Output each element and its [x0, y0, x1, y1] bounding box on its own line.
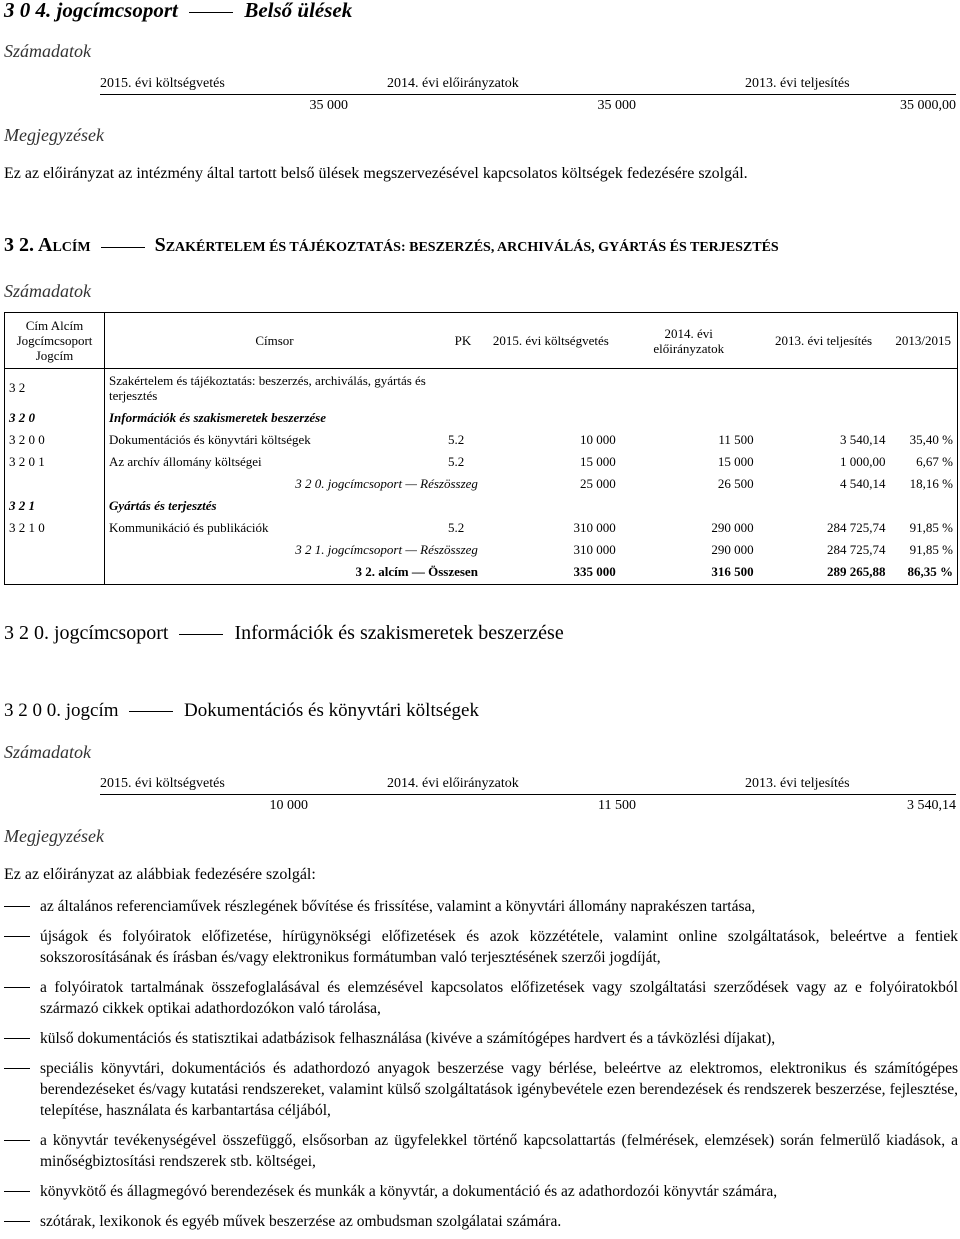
col-header-code-line: Jogcím	[35, 348, 74, 363]
row-ratio: 18,16 %	[909, 475, 953, 491]
col-header-2015: 2015. évi költségvetés	[482, 313, 620, 369]
row-2013: 284 725,74	[826, 541, 886, 557]
row-pk: 5.2	[447, 519, 465, 535]
row-2013: 289 265,88	[826, 564, 886, 580]
row-code: 3 2 0	[5, 407, 105, 429]
list-item-text: speciális könyvtári, dokumentációs és adathordozó anyagok beszerzése vagy bérlése, beleértve az elektromos, elektronikus és számítógépes berendezéseket és/vagy kutatási rendszereket, valamint külső szolgáltatások igénybevétele ezen berendezések és rendszerek beszerzése, fejlesztése, telepítése, használata és karbantartása céljából,	[40, 1060, 958, 1119]
row-pk: 5.2	[447, 453, 465, 469]
note-text: Ez az előirányzat az intézmény által tartott belső ülések megszervezésével kapcsolatos költségek fedezésére szolgál.	[4, 165, 748, 182]
row-title: Kommunikáció és publikációk	[108, 519, 269, 535]
table-row	[5, 429, 958, 451]
value-2015: 10 000	[269, 798, 308, 813]
szamadatok-label: Számadatok	[4, 41, 91, 61]
section-heading-304	[4, 0, 352, 23]
heading-kind: jogcímcsoport	[54, 622, 169, 644]
row-pk	[444, 495, 482, 517]
em-dash	[189, 12, 233, 13]
szamadatok-label: Számadatok	[4, 742, 91, 762]
em-dash	[179, 634, 223, 635]
em-dash	[101, 247, 145, 248]
row-pk	[444, 407, 482, 429]
intro-text: Ez az előirányzat az alábbiak fedezésére szolgál:	[4, 866, 316, 883]
row-ratio	[889, 495, 957, 517]
row-ratio: 91,85 %	[909, 541, 953, 557]
row-pk	[444, 369, 482, 407]
row-2013	[758, 369, 890, 407]
value-2014: 11 500	[598, 798, 636, 813]
row-title: Az archív állomány költségei	[108, 453, 262, 469]
section-heading-320	[4, 622, 564, 645]
row-title: 3 2. alcím — Összesen	[355, 564, 478, 580]
em-dash	[129, 711, 173, 712]
value-2013: 35 000,00	[900, 98, 956, 113]
szamadatok-label: Számadatok	[4, 281, 91, 301]
dash-bullet	[4, 1191, 30, 1192]
row-code	[5, 539, 105, 561]
row-2013	[758, 407, 890, 429]
row-2015	[482, 369, 620, 407]
list-item-text: szótárak, lexikonok és egyéb művek beszerzése az ombudsman szolgálatai számára.	[40, 1213, 562, 1230]
header-2013: 2013. évi teljesítés	[745, 76, 850, 91]
row-2015: 25 000	[580, 475, 616, 491]
row-code: 3 2 1 0	[5, 517, 105, 539]
dash-bullet	[4, 1068, 30, 1069]
megjegyzesek-label: Megjegyzések	[4, 826, 104, 846]
row-title: Információk és szakismeretek beszerzése	[108, 409, 326, 425]
budget-figures-3200	[4, 776, 958, 816]
row-2013: 284 725,74	[826, 519, 886, 535]
table-row	[5, 495, 958, 517]
col-header-ratio: 2013/2015	[889, 313, 957, 369]
row-2015: 310 000	[573, 519, 616, 535]
list-item	[4, 896, 958, 917]
table-subtotal-row	[5, 539, 958, 561]
section-heading-32	[4, 234, 779, 257]
list-item	[4, 926, 958, 968]
list-item-text: újságok és folyóiratok előfizetése, hírügynökségi előfizetések és azok közzététele, valamint online szolgáltatások, beleértve a fentiek sokszorosításának és írásban és/vagy elektronikus formátumban való terjesztésének szerzői jogdíját,	[40, 928, 958, 966]
row-2014: 290 000	[711, 519, 754, 535]
table-row	[5, 407, 958, 429]
col-header-code-line: Cím Alcím	[25, 318, 84, 333]
table-subtotal-row	[5, 473, 958, 495]
row-2014	[620, 495, 758, 517]
header-2013: 2013. évi teljesítés	[745, 776, 850, 791]
dash-bullet	[4, 1140, 30, 1141]
row-2013	[758, 495, 890, 517]
row-pk: 5.2	[447, 431, 465, 447]
header-2015: 2015. évi költségvetés	[100, 76, 225, 91]
col-header-pk: PK	[444, 313, 482, 369]
heading-title: Dokumentációs és könyvtári költségek	[184, 700, 479, 721]
budget-table	[4, 312, 958, 585]
row-ratio: 86,35 %	[907, 564, 953, 580]
row-2014: 316 500	[711, 564, 754, 580]
col-header-2014-line: előirányzatok	[653, 340, 725, 356]
expense-list	[4, 896, 958, 1232]
divider-line	[100, 794, 956, 795]
row-2015: 310 000	[573, 541, 616, 557]
dash-bullet	[4, 936, 30, 937]
row-code	[5, 561, 105, 585]
row-title: Gyártás és terjesztés	[108, 497, 217, 513]
heading-kind: jogcím	[65, 700, 119, 721]
dash-bullet	[4, 1221, 30, 1222]
col-header-2014-line: 2014. évi	[664, 325, 713, 341]
value-2013: 3 540,14	[907, 798, 956, 813]
megjegyzesek-label: Megjegyzések	[4, 125, 104, 145]
row-2014	[620, 407, 758, 429]
dash-bullet	[4, 906, 30, 907]
list-item	[4, 1211, 958, 1232]
row-code: 3 2 0 1	[5, 451, 105, 473]
row-code: 3 2 1	[5, 495, 105, 517]
heading-number: 3 2 0 0.	[4, 700, 61, 721]
row-title: 3 2 1. jogcímcsoport — Részösszeg	[295, 541, 478, 557]
col-header-2014	[620, 313, 758, 369]
row-code: 3 2	[5, 369, 105, 407]
heading-kind: jogcímcsoport	[56, 0, 178, 22]
header-2015: 2015. évi költségvetés	[100, 776, 225, 791]
table-header-row	[5, 313, 958, 369]
header-2014: 2014. évi előirányzatok	[387, 776, 519, 791]
header-2014: 2014. évi előirányzatok	[387, 76, 519, 91]
row-2015	[482, 407, 620, 429]
row-ratio: 91,85 %	[909, 519, 953, 535]
row-code	[5, 473, 105, 495]
row-2013: 3 540,14	[839, 431, 886, 447]
list-item-text: külső dokumentációs és statisztikai adatbázisok felhasználása (kivéve a számítógépes hardvert és a távközlési díjakat),	[40, 1030, 776, 1047]
heading-number: 3 2.	[4, 234, 34, 256]
row-2014: 11 500	[718, 431, 754, 447]
row-title: Dokumentációs és könyvtári költségek	[108, 431, 311, 447]
heading-title: Belső ülések	[244, 0, 353, 22]
heading-title-initial: S	[154, 234, 166, 256]
budget-figures-304	[4, 76, 958, 116]
row-2013: 4 540,14	[839, 475, 886, 491]
row-2014: 15 000	[717, 453, 754, 469]
heading-number: 3 0 4.	[4, 0, 52, 22]
row-2014: 26 500	[717, 475, 754, 491]
heading-title-rest: ZAKÉRTELEM ÉS TÁJÉKOZTATÁS: BESZERZÉS, ARCHIVÁLÁS, GYÁRTÁS ÉS TERJESZTÉS	[165, 240, 779, 255]
dash-bullet	[4, 1038, 30, 1039]
col-header-title: Címsor	[104, 313, 443, 369]
row-2013: 1 000,00	[839, 453, 886, 469]
list-item-text: a könyvtár tevékenységével összefüggő, elsősorban az ügyfelekkel történő kapcsolattartás (felmérések, elemzések) során felmerülő kiadások, a minőségbiztosítási rendszerek stb. költségei,	[40, 1132, 958, 1170]
row-2015: 335 000	[573, 564, 616, 580]
row-ratio: 35,40 %	[909, 431, 953, 447]
list-item-text: könyvkötő és állagmegóvó berendezések és munkák a könyvtár, a dokumentáció és az adathordozói könyvtár számára,	[40, 1183, 778, 1200]
heading-title: Információk és szakismeretek beszerzése	[234, 622, 564, 644]
list-item-text: a folyóiratok tartalmának összefoglalásával és elemzésével kapcsolatos előfizetések vagy szolgáltatási szerződések vagy az e folyóiratokból származó cikkek optikai adathordozókon való tárolása,	[40, 979, 958, 1017]
table-total-row	[5, 561, 958, 585]
row-ratio: 6,67 %	[916, 453, 953, 469]
list-item	[4, 977, 958, 1019]
col-header-2013: 2013. évi teljesítés	[758, 313, 890, 369]
row-title: 3 2 0. jogcímcsoport — Részösszeg	[295, 475, 478, 491]
heading-kind-rest: LCÍM	[52, 240, 91, 255]
row-title: Szakértelem és tájékoztatás: beszerzés, archiválás, gyártás és terjesztés	[108, 372, 426, 403]
heading-kind-initial: A	[38, 234, 53, 256]
row-ratio	[889, 407, 957, 429]
value-2014: 35 000	[597, 98, 636, 113]
table-row	[5, 517, 958, 539]
table-row	[5, 451, 958, 473]
list-item	[4, 1130, 958, 1172]
row-2014	[620, 369, 758, 407]
dash-bullet	[4, 987, 30, 988]
col-header-code-line: Jogcímcsoport	[16, 333, 93, 348]
table-row	[5, 369, 958, 407]
heading-number: 3 2 0.	[4, 622, 49, 644]
row-code: 3 2 0 0	[5, 429, 105, 451]
row-2015: 15 000	[580, 453, 616, 469]
row-2014: 290 000	[711, 541, 754, 557]
row-ratio	[889, 369, 957, 407]
list-item	[4, 1181, 958, 1202]
list-item	[4, 1058, 958, 1121]
divider-line	[100, 94, 956, 95]
row-2015	[482, 495, 620, 517]
row-2015: 10 000	[580, 431, 616, 447]
list-item-text: az általános referenciaművek részlegének bővítése és frissítése, valamint a könyvtári állomány naprakészen tartása,	[40, 898, 756, 915]
section-heading-3200	[4, 700, 479, 722]
value-2015: 35 000	[309, 98, 348, 113]
list-item	[4, 1028, 958, 1049]
col-header-code	[5, 313, 105, 369]
